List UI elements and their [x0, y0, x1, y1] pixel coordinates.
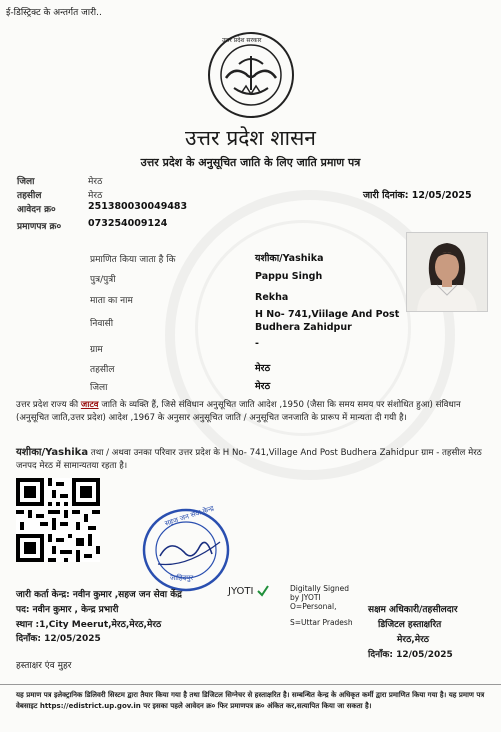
top-note: ई-डिस्ट्रिक्ट के अन्तर्गत जारी.. — [6, 8, 102, 18]
officer-title: सक्षम अधिकारी/तहसीलदार — [368, 605, 458, 615]
residence-paragraph: यशीका/Yashika तथा / अथवा उनका परिवार उत्तर प्रदेश के H No- 741,Village And Post Budhera Zahidpur ग्राम - तहसील मेरठ जनपद मेरठ में सामान्यतया रहता है। — [16, 447, 482, 471]
signature-line2: by JYOTI — [290, 593, 321, 602]
district-value: मेरठ — [88, 177, 103, 187]
detail-value-mother: Rekha — [255, 292, 289, 303]
emblem-text: उत्तर प्रदेश सरकार — [222, 37, 262, 44]
detail-value-village: - — [255, 338, 259, 349]
verification-qr-code — [16, 478, 100, 562]
signature-line4: S=Uttar Pradesh — [290, 618, 353, 627]
document-title: उत्तर प्रदेश शासन — [185, 126, 316, 150]
seal-text: सहज जन सेवा केन्द्र — [163, 504, 215, 528]
detail-value-father: Pappu Singh — [255, 271, 323, 282]
officer-place: मेरठ,मेरठ — [397, 635, 430, 645]
detail-label-mother: माता का नाम — [90, 296, 133, 306]
signer-name: JYOTI — [228, 586, 254, 597]
application-number: 251380030049483 — [88, 201, 188, 212]
issuer-date: दिनाँक: 12/05/2025 — [16, 634, 101, 644]
detail-value-address-line1: H No- 741,Viilage And Post — [255, 309, 400, 320]
signature-line3: O=Personal, — [290, 602, 337, 611]
detail-value-tehsil: मेरठ — [255, 363, 271, 374]
caste-paragraph: उत्तर प्रदेश राज्य की जाटव जाति के व्यक्ति हैं, जिसे संविधान अनुसूचित जाति आदेश ,1950 (जैसा कि समय समय पर संशोधित हुआ) संविधान (अनुसूचित जाति,उत्तर प्रदेश) आदेश ,1967 के अनुसार अनुसूचित जाति / अनुसूचित जनजाति के प्रारूप में मान्यता दी गयी है। — [16, 400, 461, 423]
detail-label-resident: निवासी — [90, 319, 114, 329]
applicant-photo — [406, 232, 488, 312]
detail-value-district: मेरठ — [255, 381, 271, 392]
detail-value-address-line2: Budhera Zahidpur — [255, 322, 352, 333]
issue-date: जारी दिनांक: 12/05/2025 — [363, 190, 472, 201]
tehsil-label: तहसील — [17, 191, 42, 201]
signature-seal-note: हस्ताक्षर एंव मुहर — [16, 661, 72, 671]
issuing-centre: जारी कर्ता केन्द्र: नवीन कुमार ,सहज जन सेवा केंद्र — [16, 590, 182, 600]
document-subtitle: उत्तर प्रदेश के अनुसूचित जाति के लिए जाति प्रमाण पत्र — [140, 156, 361, 169]
detail-label-parent: पुत्र/पुत्री — [90, 275, 116, 285]
application-label: आवेदन क्र० — [17, 205, 56, 215]
issuer-place: स्थान :1,City Meerut,मेरठ,मेरठ,मेरठ — [16, 620, 162, 630]
officer-date: दिनाँक: 12/05/2025 — [368, 650, 453, 660]
certificate-label: प्रमाणपत्र क्र० — [17, 222, 62, 232]
tehsil-value: मेरठ — [88, 191, 103, 201]
caste-name: जाटव — [80, 400, 99, 410]
seal-subtext: जाहिदपुर — [170, 574, 194, 582]
detail-label-village: ग्राम — [90, 345, 103, 355]
detail-value-name: यशीका/Yashika — [255, 253, 324, 264]
signature-line1: Digitally Signed — [290, 584, 349, 593]
applicant-name-inline: यशीका/Yashika — [16, 447, 89, 458]
officer-digital-sign: डिजिटल हस्ताक्षरित — [378, 620, 442, 630]
footer-note-box — [0, 684, 501, 732]
detail-label-certified: प्रमाणित किया जाता है कि — [90, 255, 176, 265]
digital-signature-check-icon — [256, 584, 270, 598]
detail-label-tehsil: तहसील — [90, 365, 115, 375]
footer-note: यह प्रमाण पत्र इलेक्ट्रानिक डिलिवरी सिस्टम द्वारा तैयार किया गया है तथा डिजिटल सिग्नेचर से हस्ताक्षरित है। सम्बन्धित केन्द्र के अधिकृत कर्मी द्वारा प्रमाणित किया गया है। यह प्रमाण पत्र वेबसाइट https://edistrict.up.gov.in पर इसका पहले आवेदन क्र० फिर प्रमाणपत्र क्र० अंकित कर,सत्यापित किया जा सकता है। — [16, 691, 485, 710]
detail-label-district: जिला — [90, 383, 108, 393]
district-label: जिला — [17, 177, 35, 187]
certificate-number: 073254009124 — [88, 218, 168, 229]
issuer-post: पद: नवीन कुमार , केन्द्र प्रभारी — [16, 605, 119, 615]
